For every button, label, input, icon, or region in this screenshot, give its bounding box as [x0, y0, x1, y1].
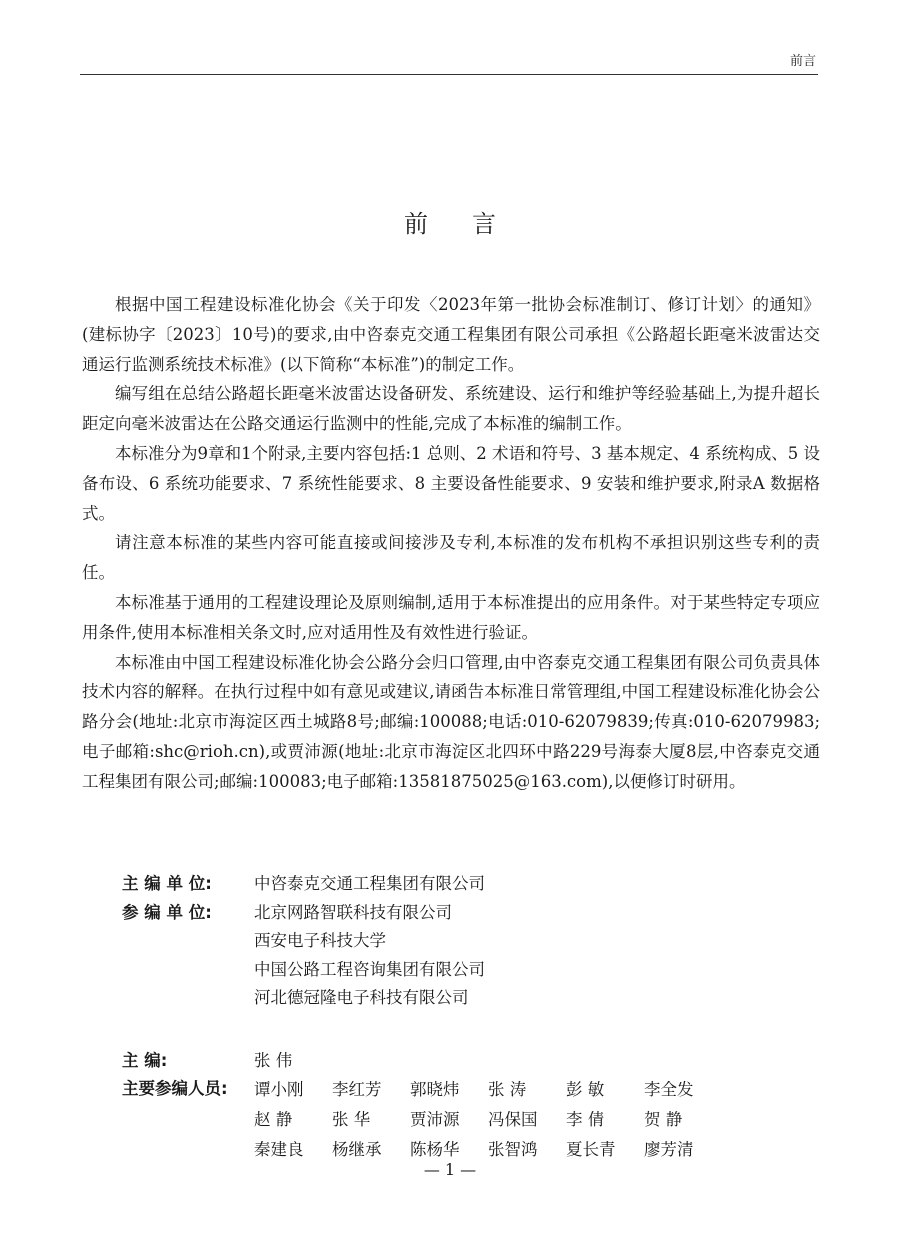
participant-name: 彭 敏 [566, 1080, 605, 1099]
chief-unit-label: 主 编 单 位: [122, 874, 212, 893]
paragraph-3: 本标准分为9章和1个附录,主要内容包括:1 总则、2 术语和符号、3 基本规定、4 系统构成、5 设备布设、6 系统功能要求、7 系统性能要求、8 主要设备性能要求、9 安装和维护要求,附录A 数据格式。 [82, 443, 820, 523]
participant-name: 秦建良 [254, 1140, 304, 1159]
paragraph-6: 本标准由中国工程建设标准化协会公路分会归口管理,由中咨泰克交通工程集团有限公司负责具体技术内容的解释。在执行过程中如有意见或建议,请函告本标准日常管理组,中国工程建设标准化协会公路分会(地址:北京市海淀区西土城路8号;邮编:100088;电话:010-62079839;传真:010-62079983;电子邮箱:shc@rioh.cn),或贾沛源(地址:北京市海淀区北四环中路229号海泰大厦8层,中咨泰克交通工程集团有限公司;邮编:100083;电子邮箱:13581875025@163.com),以便修订时研用。 [82, 652, 820, 791]
header-rule [80, 74, 818, 75]
participant-name: 冯保国 [488, 1110, 538, 1129]
participant-name: 郭晓炜 [410, 1080, 460, 1099]
participant-name: 陈杨华 [410, 1140, 460, 1159]
chief-editor: 张 伟 [254, 1050, 293, 1070]
chief-unit-row [122, 870, 762, 899]
participating-units-label: 参 编 单 位: [122, 902, 212, 922]
chief-editor-label: 主 编: [122, 1050, 168, 1070]
page-number: — 1 — [423, 1160, 477, 1179]
participant-name: 贾沛源 [410, 1110, 460, 1129]
participant-name: 杨继承 [332, 1140, 382, 1159]
chief-editor-row [122, 1047, 762, 1076]
chief-unit: 中咨泰克交通工程集团有限公司 [254, 874, 485, 893]
participant-name: 谭小刚 [254, 1080, 304, 1099]
participants-row [122, 1075, 762, 1165]
participating-unit: 西安电子科技大学 [254, 931, 386, 950]
participants-list [254, 1075, 762, 1165]
preface-body [82, 290, 820, 797]
paragraph-1: 根据中国工程建设标准化协会《关于印发〈2023年第一批协会标准制订、修订计划〉的通知》(建标协字〔2023〕10号)的要求,由中咨泰克交通工程集团有限公司承担《公路超长距毫米波雷达交通运行监测系统技术标准》(以下简称“本标准”)的制定工作。 [82, 295, 820, 374]
participant-name: 李 倩 [566, 1110, 605, 1129]
participant-name: 贺 静 [644, 1110, 683, 1129]
paragraph-4: 请注意本标准的某些内容可能直接或间接涉及专利,本标准的发布机构不承担识别这些专利的责任。 [82, 533, 820, 583]
page-title: 前言 [404, 210, 540, 238]
participant-name: 张智鸿 [488, 1140, 538, 1159]
participant-name: 张 涛 [488, 1080, 527, 1099]
running-head: 前言 [789, 54, 816, 69]
participating-unit: 河北德冠隆电子科技有限公司 [254, 988, 469, 1007]
participating-unit: 中国公路工程咨询集团有限公司 [254, 959, 485, 979]
participating-unit: 北京网路智联科技有限公司 [254, 902, 452, 922]
paragraph-5: 本标准基于通用的工程建设理论及原则编制,适用于本标准提出的应用条件。对于某些特定专项应用条件,使用本标准相关条文时,应对适用性及有效性进行验证。 [82, 592, 820, 642]
participants-label: 主要参编人员: [122, 1079, 228, 1098]
participant-name: 廖芳清 [644, 1140, 694, 1159]
participant-name: 李红芳 [332, 1080, 382, 1099]
participant-name: 张 华 [332, 1110, 371, 1129]
participant-name: 夏长青 [566, 1140, 616, 1159]
participant-name: 李全发 [644, 1080, 694, 1099]
participating-units-row [122, 899, 762, 1013]
paragraph-2: 编写组在总结公路超长距毫米波雷达设备研发、系统建设、运行和维护等经验基础上,为提升超长距定向毫米波雷达在公路交通运行监测中的性能,完成了本标准的编制工作。 [82, 384, 820, 434]
participant-name: 赵 静 [254, 1110, 293, 1129]
credits [122, 870, 762, 1165]
